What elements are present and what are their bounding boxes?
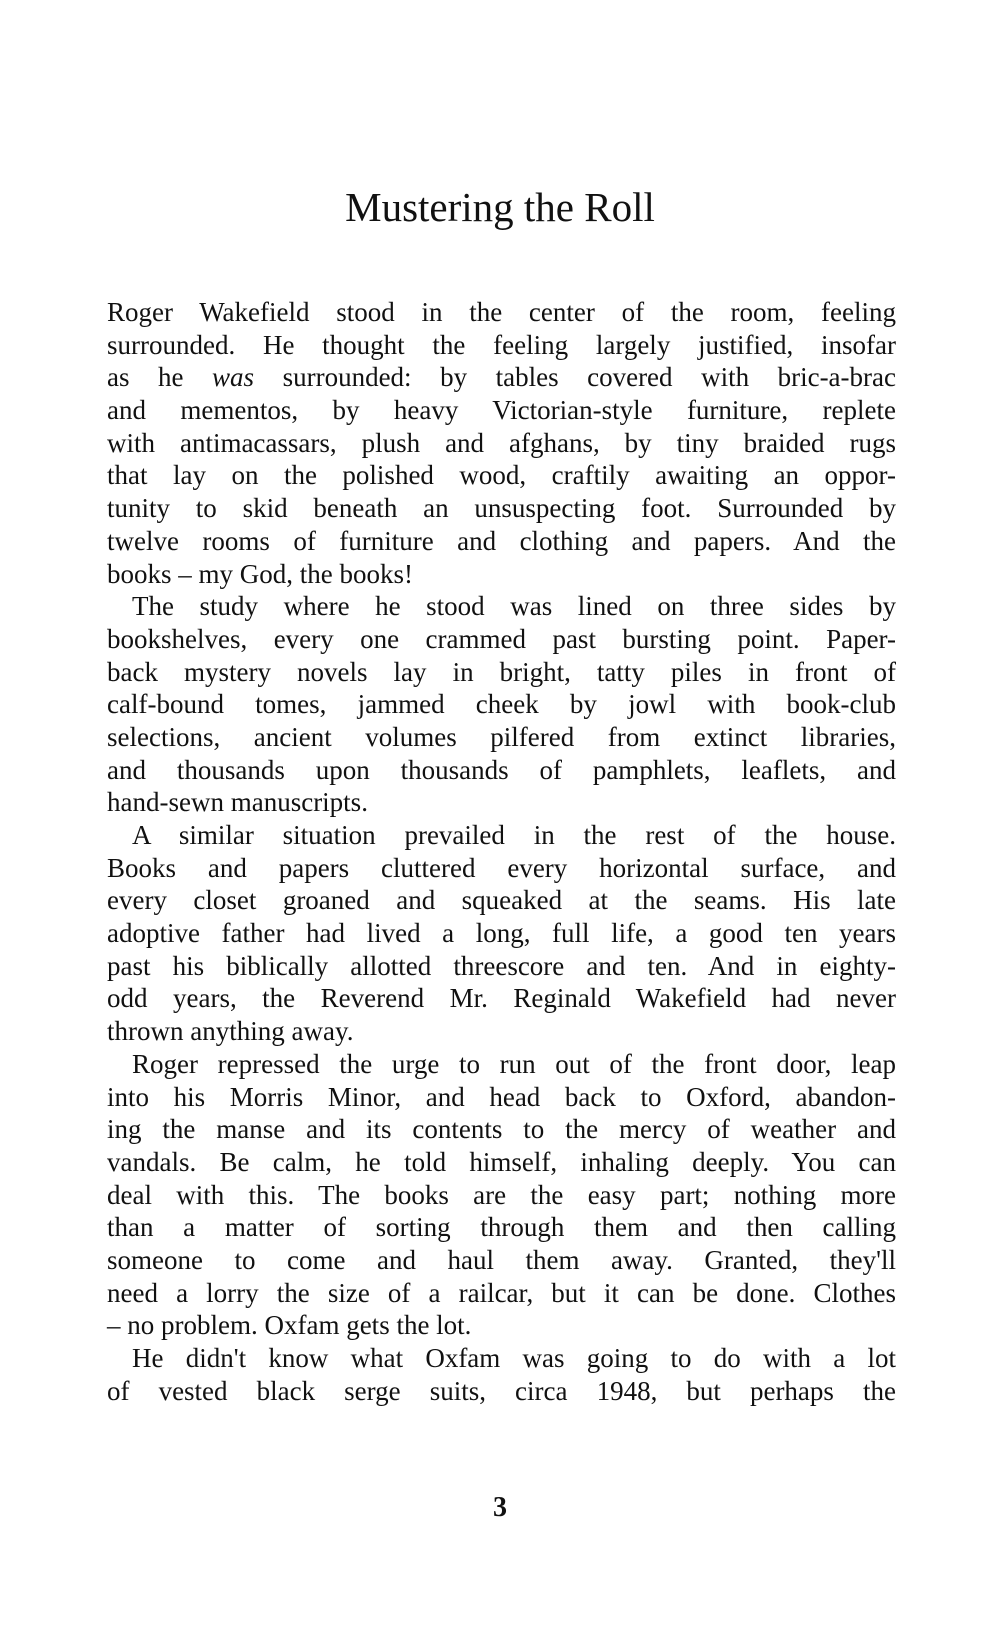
text-line: ing the manse and its contents to the mercy of weather and (107, 1114, 896, 1145)
text-line: A similar situation prevailed in the rest of the house. (132, 820, 896, 850)
paragraph (107, 819, 896, 1048)
text-line: Roger repressed the urge to run out of the front door, leap (132, 1048, 896, 1079)
text-line: Books and papers cluttered every horizontal surface, and (107, 852, 896, 883)
text-line: need a lorry the size of a railcar, but it can be done. Clothes (107, 1277, 896, 1308)
chapter-body (107, 296, 896, 1407)
text-line: He didn't know what Oxfam was going to do with a lot (132, 1343, 896, 1373)
text-line: hand-sewn manuscripts. (107, 787, 368, 818)
text-line: into his Morris Minor, and head back to Oxford, abandon- (107, 1081, 896, 1112)
text-line: and mementos, by heavy Victorian-style furniture, replete (107, 395, 896, 426)
text-line: books – my God, the books! (107, 558, 413, 589)
chapter-title: Mustering the Roll (345, 184, 655, 230)
text-line: as he was surrounded: by tables covered with bric-a-brac (107, 362, 896, 393)
text-line: deal with this. The books are the easy part; nothing more (107, 1179, 896, 1210)
text-line: back mystery novels lay in bright, tatty piles in front of (107, 656, 896, 687)
text-line: every closet groaned and squeaked at the seams. His late (107, 885, 896, 916)
text-line: – no problem. Oxfam gets the lot. (107, 1310, 472, 1341)
text-line: with antimacassars, plush and afghans, by tiny braided rugs (107, 427, 896, 458)
paragraph (107, 1342, 896, 1407)
text-line: calf-bound tomes, jammed cheek by jowl with book-club (107, 689, 896, 720)
text-line: adoptive father had lived a long, full life, a good ten years (107, 918, 896, 949)
text-line: than a matter of sorting through them and then calling (107, 1212, 896, 1243)
text-line: twelve rooms of furniture and clothing and papers. And the (107, 525, 896, 556)
text-line: and thousands upon thousands of pamphlets, leaflets, and (107, 754, 896, 785)
emphasized-word: was (212, 362, 255, 393)
paragraph (107, 1048, 896, 1342)
text-line: tunity to skid beneath an unsuspecting foot. Surrounded by (107, 493, 896, 524)
text-line: odd years, the Reverend Mr. Reginald Wakefield had never (107, 983, 896, 1014)
text-line: The study where he stood was lined on three sides by (132, 591, 896, 622)
paragraph (107, 590, 896, 819)
text-line: Roger Wakefield stood in the center of the room, feeling (107, 297, 896, 327)
text-line: thrown anything away. (107, 1016, 354, 1047)
text-line: that lay on the polished wood, craftily awaiting an oppor- (107, 460, 896, 491)
text-line: vandals. Be calm, he told himself, inhaling deeply. You can (107, 1146, 896, 1177)
text-line: past his biblically allotted threescore and ten. And in eighty- (107, 950, 896, 981)
paragraph (107, 296, 896, 590)
page-number: 3 (493, 1492, 507, 1523)
text-line: selections, ancient volumes pilfered from extinct libraries, (107, 721, 896, 752)
text-line: surrounded. He thought the feeling largely justified, insofar (107, 329, 896, 360)
text-line: someone to come and haul them away. Granted, they'll (107, 1244, 896, 1275)
text-line: bookshelves, every one crammed past bursting point. Paper- (107, 623, 896, 654)
text-line: of vested black serge suits, circa 1948, but perhaps the (107, 1375, 896, 1406)
